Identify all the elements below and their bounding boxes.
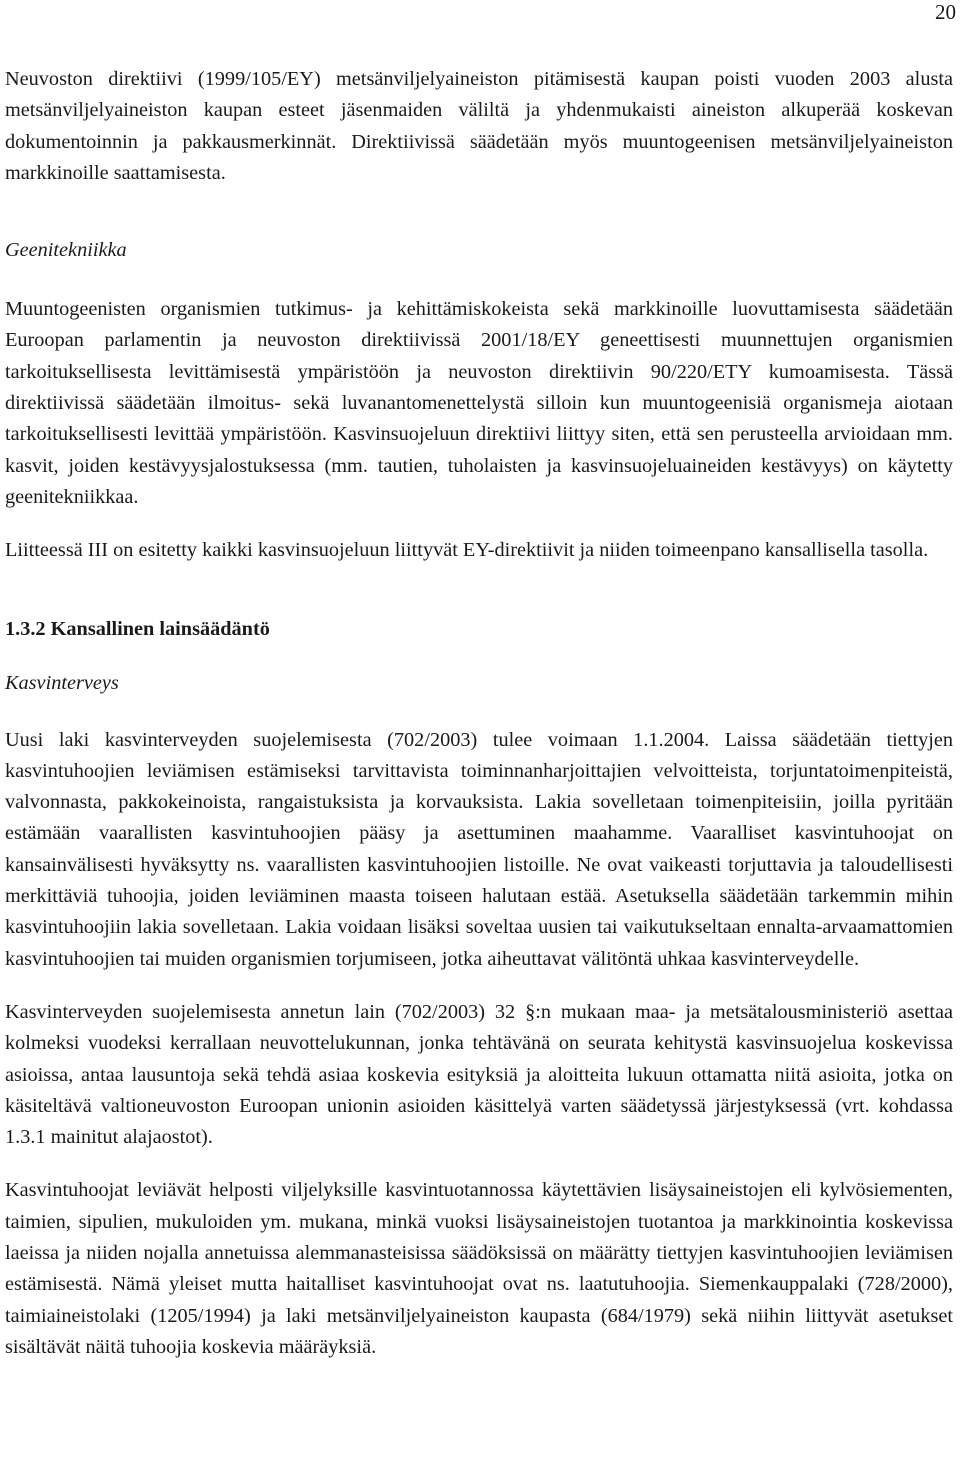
subheading-geenitekniikka: Geenitekniikka <box>5 239 127 262</box>
paragraph-annex-iii: Liitteessä III on esitetty kaikki kasvinsuojeluun liittyvät EY-direktiivit ja niiden toimeenpano kansallisella tasolla. <box>5 539 929 562</box>
paragraph-quality-pests: Kasvintuhoojat leviävät helposti viljelyksille kasvintuotannossa käytettävien lisäysaineistojen eli kylvösiementen, taimien, sipulien, mukuloiden ym. mukana, minkä vuoksi lisäysaineistojen tuotantoa ja markkinointia koskevissa laeissa ja niiden nojalla annetuissa alemmanasteisissa säädöksissä on määrätty tiettyjen kasvintuhoojien leviämisen estämisestä. Nämä yleiset mutta haitalliset kasvintuhoojat ovat ns. laatutuhoojia. Siemenkauppalaki (728/2000), taimiaineistolaki (1205/1994) ja laki metsänviljelyaineiston kaupasta (684/1979) sekä niihin liittyvät asetukset sisältävät näitä tuhoojia koskevia määräyksiä. <box>5 1179 953 1358</box>
paragraph-plant-health-law: Uusi laki kasvinterveyden suojelemisesta (702/2003) tulee voimaan 1.1.2004. Laissa säädetään tiettyjen kasvintuhoojien leviämisen estämiseksi tarvittavista toiminnanharjoittajien velvoitteista, torjuntatoimenpiteistä, valvonnasta, pakkokeinoista, rangaistuksista ja korvauksista. Lakia sovelletaan toimenpiteisiin, joilla pyritään estämään vaarallisten kasvintuhoojien pääsy ja asettuminen maahamme. Vaaralliset kasvintuhoojat on kansainvälisesti hyväksytty ns. vaarallisten kasvintuhoojien listoille. Ne ovat vaikeasti torjuttavia ja taloudellisesti merkittäviä tuhoojia, joiden leviäminen maasta toiseen halutaan estää. Asetuksella säädetään tarkemmin mihin kasvintuhoojiin lakia sovelletaan. Lakia voidaan lisäksi soveltaa uusien tai vaikutukseltaan ennalta-arvaamattomien kasvintuhoojien tai muiden organismien torjumiseen, jotka aiheuttavat välitöntä uhkaa kasvinterveydelle. <box>5 728 953 970</box>
page-number: 20 <box>935 0 956 24</box>
paragraph-forest-seed-directive: Neuvoston direktiivi (1999/105/EY) metsänviljelyaineiston pitämisestä kaupan poisti vuoden 2003 alusta metsänviljelyaineiston kaupan esteet jäsenmaiden väliltä ja yhdenmukaisti aineiston alkuperää koskevan dokumentoinnin ja pakkausmerkinnät. Direktiivissä säädetään myös muuntogeenisen metsänviljelyaineiston markkinoille saattamisesta. <box>5 68 953 184</box>
section-heading-national-legislation: 1.3.2 Kansallinen lainsäädäntö <box>5 617 270 640</box>
subheading-kasvinterveys: Kasvinterveys <box>5 671 119 694</box>
document-body <box>5 64 953 1363</box>
paragraph-advisory-board: Kasvinterveyden suojelemisesta annetun lain (702/2003) 32 §:n mukaan maa- ja metsätalousministeriö asettaa kolmeksi vuodeksi kerrallaan neuvottelukunnan, jonka tehtävänä on seurata kehitystä kasvinsuojelua koskevissa asioissa, antaa lausuntoja sekä tehdä asiaa koskevia esityksiä ja aloitteita lukuun ottamatta niitä asioita, jotka on käsiteltävä valtioneuvoston Euroopan unionin asioiden käsittelyä varten säädetyssä järjestyksessä (vrt. kohdassa 1.3.1 mainitut alajaostot). <box>5 1000 953 1149</box>
paragraph-gmo-directive: Muuntogeenisten organismien tutkimus- ja kehittämiskokeista sekä markkinoille luovuttamisesta säädetään Euroopan parlamentin ja neuvoston direktiivissä 2001/18/EY geneettisesti muunnettujen organismien tarkoituksellisesta levittämisestä ympäristöön ja neuvoston direktiivin 90/220/ETY kumoamisesta. Tässä direktiivissä säädetään ilmoitus- sekä luvanantomenettelystä silloin kun muuntogeenisiä organismeja aiotaan tarkoituksellisesti levittää ympäristöön. Kasvinsuojeluun direktiivi liittyy siten, että sen perusteella arvioidaan mm. kasvit, joiden kestävyysjalostuksessa (mm. tautien, tuholaisten ja kasvinsuojeluaineiden kestävyys) on käytetty geenitekniikkaa. <box>5 298 953 508</box>
